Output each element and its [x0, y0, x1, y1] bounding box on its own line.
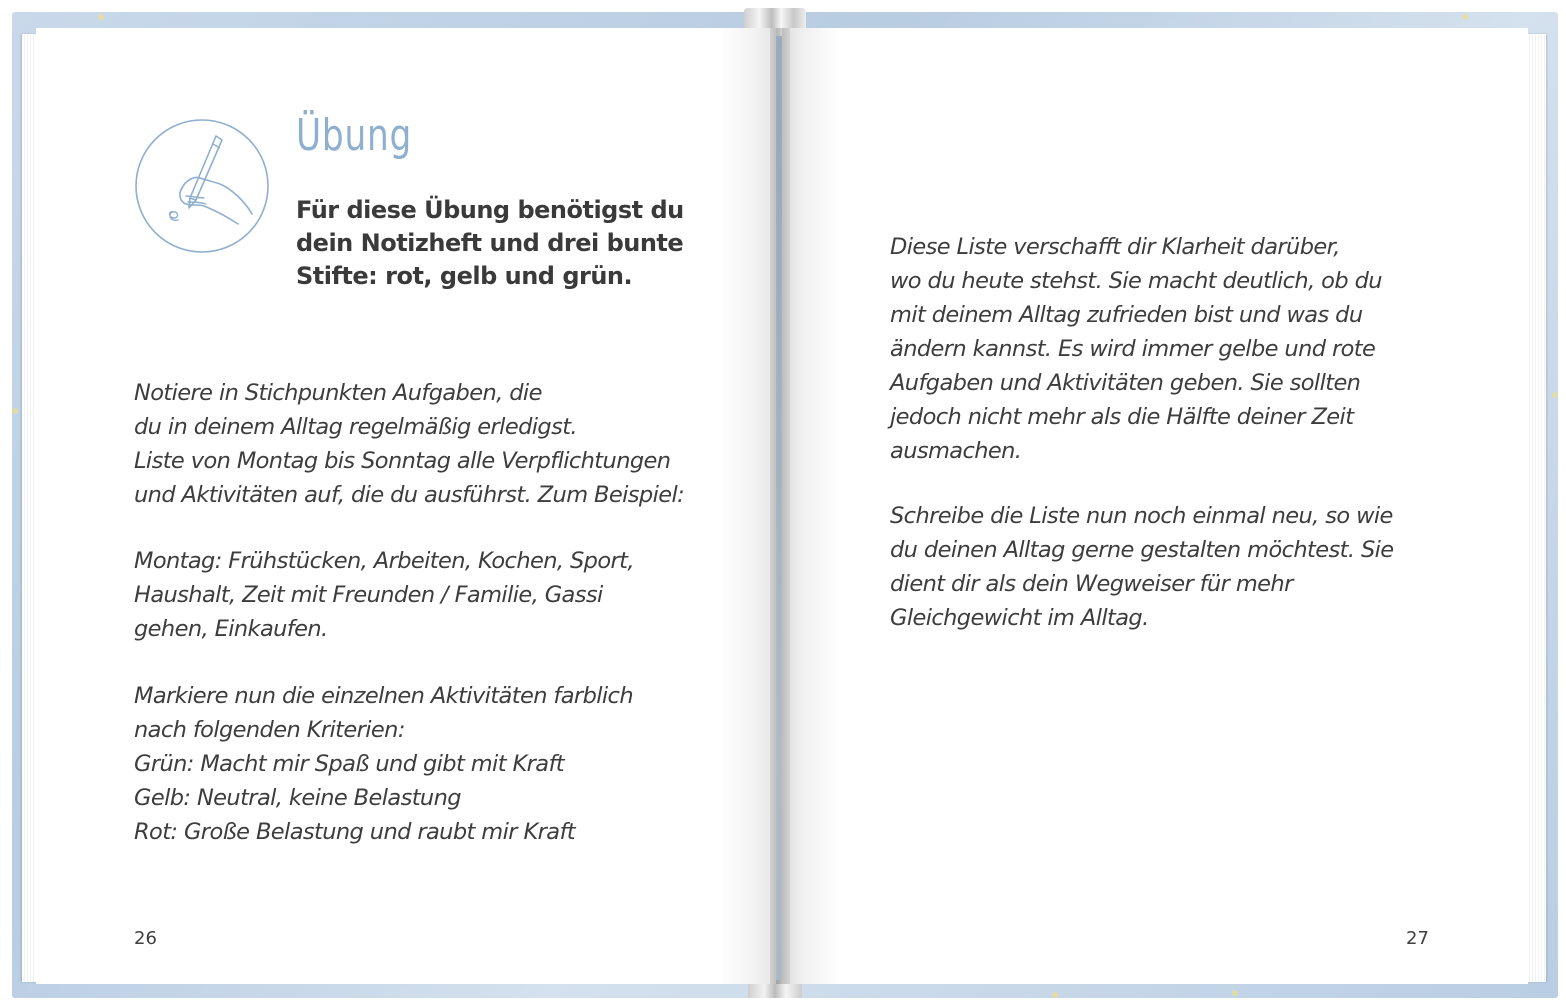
- text-line: Markiere nun die einzelnen Aktivitäten farblich: [134, 683, 633, 709]
- page-number-left: 26: [134, 928, 157, 949]
- text-line: ausmachen.: [890, 438, 1022, 464]
- right-paragraph-1: [890, 230, 1382, 468]
- text-line: Haushalt, Zeit mit Freunden / Familie, Gassi: [134, 582, 603, 608]
- cover-dot-decoration: [98, 14, 104, 20]
- text-line: dient dir als dein Wegweiser für mehr: [890, 571, 1293, 597]
- text-line: Diese Liste verschafft dir Klarheit darüber,: [890, 234, 1340, 260]
- cover-dot-decoration: [12, 408, 18, 414]
- intro-line: dein Notizheft und drei bunte: [296, 229, 684, 257]
- text-line: Schreibe die Liste nun noch einmal neu, so wie: [890, 503, 1393, 529]
- text-line: Rot: Große Belastung und raubt mir Kraft: [134, 819, 576, 845]
- left-paragraph-1: [134, 376, 684, 512]
- text-line: Grün: Macht mir Spaß und gibt mit Kraft: [134, 751, 565, 777]
- text-line: du in deinem Alltag regelmäßig erledigst.: [134, 414, 577, 440]
- cover-dot-decoration: [1462, 14, 1468, 20]
- text-line: Notiere in Stichpunkten Aufgaben, die: [134, 380, 542, 406]
- text-line: Gleichgewicht im Alltag.: [890, 605, 1149, 631]
- left-paragraph-2: [134, 544, 634, 646]
- text-line: wo du heute stehst. Sie macht deutlich, ob du: [890, 268, 1382, 294]
- cover-dot-decoration: [1552, 392, 1558, 398]
- cover-dot-decoration: [1232, 990, 1238, 996]
- text-line: Gelb: Neutral, keine Belastung: [134, 785, 461, 811]
- exercise-intro: [296, 194, 684, 293]
- right-paragraph-2: [890, 499, 1394, 635]
- text-line: mit deinem Alltag zufrieden bist und was du: [890, 302, 1363, 328]
- exercise-heading: Übung: [296, 110, 413, 161]
- text-line: ändern kannst. Es wird immer gelbe und rote: [890, 336, 1376, 362]
- gutter-shadow: [770, 28, 790, 984]
- text-line: du deinen Alltag gerne gestalten möchtest. Sie: [890, 537, 1394, 563]
- text-line: Aufgaben und Aktivitäten geben. Sie sollten: [890, 370, 1361, 396]
- text-line: Liste von Montag bis Sonntag alle Verpflichtungen: [134, 448, 671, 474]
- left-paragraph-3: [134, 679, 633, 849]
- text-line: gehen, Einkaufen.: [134, 616, 328, 642]
- text-line: und Aktivitäten auf, die du ausführst. Zum Beispiel:: [134, 482, 685, 508]
- intro-line: Für diese Übung benötigst du: [296, 196, 684, 224]
- hand-writing-pen-icon: [134, 118, 270, 254]
- text-line: Montag: Frühstücken, Arbeiten, Kochen, Sport,: [134, 548, 634, 574]
- intro-line: Stifte: rot, gelb und grün.: [296, 262, 633, 290]
- text-line: nach folgenden Kriterien:: [134, 717, 405, 743]
- cover-dot-decoration: [1052, 992, 1058, 998]
- page-number-right: 27: [1406, 928, 1429, 949]
- text-line: jedoch nicht mehr als die Hälfte deiner Zeit: [890, 404, 1354, 430]
